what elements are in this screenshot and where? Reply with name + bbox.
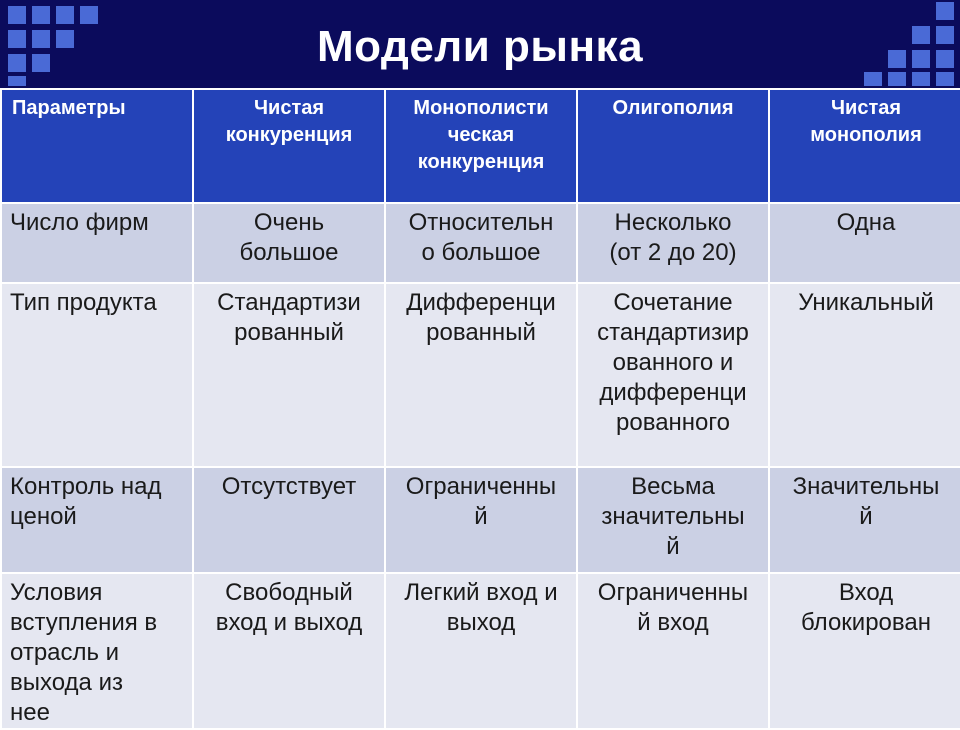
header-cell [193,89,385,203]
cell-line: большое [239,239,339,266]
decor-square [888,72,906,86]
market-models-table [0,88,960,730]
cell-line: Стандартизи [217,289,361,316]
table-cell [193,283,385,467]
cell-line: рованный [234,319,344,346]
decor-square [864,72,882,86]
cell-line: Отсутствует [221,473,357,500]
cell-line: Уникальный [798,289,934,316]
page-title: Модели рынка [316,22,644,71]
decor-square [8,76,26,86]
cell-line: ценой [10,503,77,530]
cell-line: дифференци [599,379,747,406]
cell-line: Ограниченны [597,579,749,606]
cell-line: Несколько [614,209,732,236]
cell-line: Сочетание [613,289,733,316]
table-row [1,467,960,573]
table-cell [385,283,577,467]
cell-line: Одна [836,209,896,236]
cell-line: конкуренция [225,124,353,146]
cell-line: отрасль и [10,639,120,666]
cell-line: блокирован [801,609,931,636]
cell-line: (от 2 до 20) [609,239,737,266]
cell-line: Ограниченны [405,473,557,500]
table-cell [577,283,769,467]
cell-line: рованный [426,319,536,346]
cell-line: Олигополия [612,97,734,119]
table-cell [577,573,769,729]
param-cell [1,203,193,283]
table-row [1,283,960,467]
cell-line: й вход [637,609,709,636]
cell-line: й [859,503,873,530]
table-cell [577,203,769,283]
table-row [1,573,960,729]
cell-line: стандартизир [597,319,749,346]
cell-line: Контроль над [10,473,162,500]
cell-line: монополия [810,124,922,146]
cell-line: Весьма [631,473,715,500]
table-cell [193,573,385,729]
table-cell [769,467,960,573]
cell-line: Условия [10,579,103,606]
cell-line: Чистая [830,97,902,119]
cell-line: Параметры [12,97,126,119]
header-bar [0,0,960,88]
cell-line: Относительн [408,209,554,236]
cell-line: Число фирм [10,209,149,236]
cell-line: конкуренция [417,151,545,173]
cell-line: й [474,503,488,530]
header-cell [769,89,960,203]
cell-line: значительны [601,503,745,530]
cell-line: Монополисти [413,97,549,119]
table-header-row [1,89,960,203]
cell-line: выхода из [10,669,123,696]
table-cell [193,467,385,573]
decor-square [912,72,930,86]
cell-line: нее [10,699,50,726]
cell-line: Очень [253,209,325,236]
cell-line: вход и выход [215,609,363,636]
table-cell [769,203,960,283]
cell-line: й [666,533,680,560]
cell-line: ованного и [612,349,734,376]
header-cell [1,89,193,203]
table-cell [193,203,385,283]
param-cell [1,467,193,573]
table-cell [769,573,960,729]
cell-line: рованного [616,409,730,436]
cell-line: Чистая [253,97,325,119]
cell-line: Значительны [792,473,940,500]
cell-line: Тип продукта [10,289,157,316]
cell-line: вступления в [10,609,158,636]
table-row [1,203,960,283]
param-cell [1,573,193,729]
cell-line: Свободный [225,579,353,606]
decor-square [936,72,954,86]
table-cell [385,467,577,573]
cell-line: о большое [421,239,541,266]
cell-line: ческая [447,124,515,146]
header-cell [385,89,577,203]
table-cell [577,467,769,573]
cell-line: Дифференци [406,289,556,316]
param-cell [1,283,193,467]
cell-line: выход [446,609,516,636]
table-cell [385,573,577,729]
table-cell [385,203,577,283]
header-cell [577,89,769,203]
table-cell [769,283,960,467]
decor-square [936,2,954,20]
cell-line: Легкий вход и [404,579,558,606]
cell-line: Вход [838,579,894,606]
